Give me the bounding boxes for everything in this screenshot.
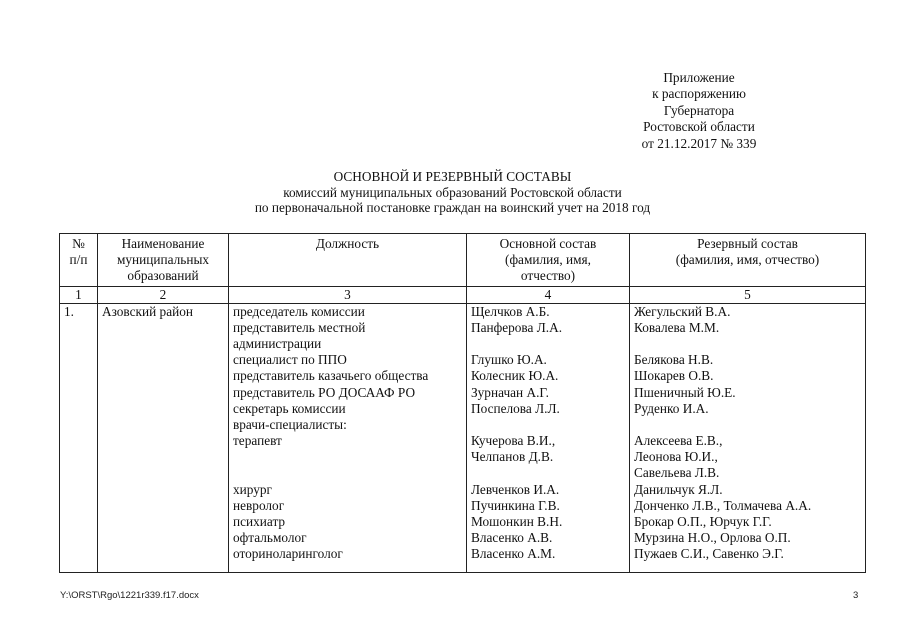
reserve-member-line: Белякова Н.В. [634, 352, 714, 368]
main-member-line: Мошонкин В.Н. [471, 514, 563, 530]
position-line: администрации [233, 335, 322, 351]
main-member-line: Кучерова В.И., [471, 433, 556, 449]
reserve-member-line: Данильчук Я.Л. [634, 481, 723, 497]
reserve-member-line: Брокар О.П., Юрчук Г.Г. [634, 514, 772, 530]
reserve-member-line: Руденко И.А. [634, 400, 709, 416]
footer-file-path: Y:\ORST\Rgo\1221r339.f17.docx [60, 590, 199, 601]
main-member-line [471, 417, 625, 433]
column-number: 1 [60, 286, 98, 303]
position-line: председатель комиссии [233, 303, 365, 319]
reserve-member-line: Шокарев О.В. [634, 368, 714, 384]
title-line-1: ОСНОВНОЙ И РЕЗЕРВНЫЙ СОСТАВЫ [333, 169, 572, 184]
reserve-member-line: Мурзина Н.О., Орлова О.П. [634, 530, 791, 546]
main-member-line: Челпанов Д.В. [471, 449, 554, 465]
column-number-row [60, 286, 866, 303]
main-member-line: Панферова Л.А. [471, 319, 563, 335]
reserve-member-line: Ковалева М.М. [634, 319, 720, 335]
header-position: Должность [229, 234, 467, 287]
row-municipality-name: Азовский район [98, 303, 229, 572]
main-member-line: Власенко А.В. [471, 530, 553, 546]
position-line [233, 465, 462, 481]
positions-cell [229, 303, 467, 572]
position-line: представитель казачьего общества [233, 368, 429, 384]
appendix-line: к распоряжению [652, 86, 746, 102]
title-line-3: по первоначальной постановке граждан на воинский учет на 2018 год [254, 200, 651, 216]
main-member-line: Глушко Ю.А. [471, 352, 547, 368]
reserve-member-line: Донченко Л.В., Толмачева А.А. [634, 497, 812, 513]
reserve-member-line: Савельева Л.В. [634, 465, 720, 481]
commission-table [59, 233, 866, 573]
main-member-line: Поспелова Л.Л. [471, 400, 560, 416]
header-reserve: Резервный состав (фамилия, имя, отчество) [630, 234, 866, 287]
column-number: 3 [229, 286, 467, 303]
appendix-line: Ростовской области [643, 119, 755, 135]
main-member-line: Власенко А.М. [471, 546, 556, 562]
header-num: № п/п [60, 234, 98, 287]
main-member-line: Колесник Ю.А. [471, 368, 559, 384]
position-line: представитель местной [233, 319, 366, 335]
position-line: оториноларинголог [233, 546, 343, 562]
reserve-member-line: Леонова Ю.И., [634, 449, 718, 465]
header-main: Основной состав (фамилия, имя, отчество) [467, 234, 630, 287]
main-members-cell [467, 303, 630, 572]
column-number: 5 [630, 286, 866, 303]
document-title [0, 169, 905, 216]
appendix-line: Губернатора [663, 102, 735, 118]
main-member-line: Левченков И.А. [471, 481, 560, 497]
position-line: психиатр [233, 514, 286, 530]
main-member-line: Пучинкина Г.В. [471, 497, 560, 513]
table-header-row [60, 234, 866, 287]
position-line: хирург [233, 481, 272, 497]
reserve-member-line: Пшеничный Ю.Е. [634, 384, 736, 400]
position-line [233, 449, 462, 465]
main-member-line [471, 336, 625, 352]
position-line: секретарь комиссии [233, 400, 346, 416]
position-line: терапевт [233, 433, 282, 449]
position-line: представитель РО ДОСААФ РО [233, 384, 416, 400]
column-number: 4 [467, 286, 630, 303]
header-name: Наименование муниципальных образований [98, 234, 229, 287]
table-row [60, 303, 866, 572]
position-line: врачи-специалисты: [233, 416, 347, 432]
main-member-line [471, 465, 625, 481]
footer-page-number: 3 [853, 590, 859, 601]
position-line: невролог [233, 497, 285, 513]
appendix-line: Приложение [663, 70, 735, 85]
position-line: специалист по ППО [233, 352, 347, 368]
reserve-members-cell [630, 303, 866, 572]
appendix-block [589, 70, 809, 152]
title-line-2: комиссий муниципальных образований Ростовской области [283, 184, 622, 200]
reserve-member-line: Пужаев С.И., Савенко Э.Г. [634, 546, 784, 562]
column-number: 2 [98, 286, 229, 303]
position-line: офтальмолог [233, 530, 307, 546]
reserve-member-line [634, 417, 861, 433]
row-num: 1. [60, 303, 98, 572]
reserve-member-line [634, 336, 861, 352]
main-member-line: Щелчков А.Б. [471, 303, 550, 319]
reserve-member-line: Жегульский В.А. [634, 303, 731, 319]
appendix-line: от 21.12.2017 № 339 [641, 135, 757, 151]
main-member-line: Зурначан А.Г. [471, 384, 549, 400]
reserve-member-line: Алексеева Е.В., [634, 433, 723, 449]
